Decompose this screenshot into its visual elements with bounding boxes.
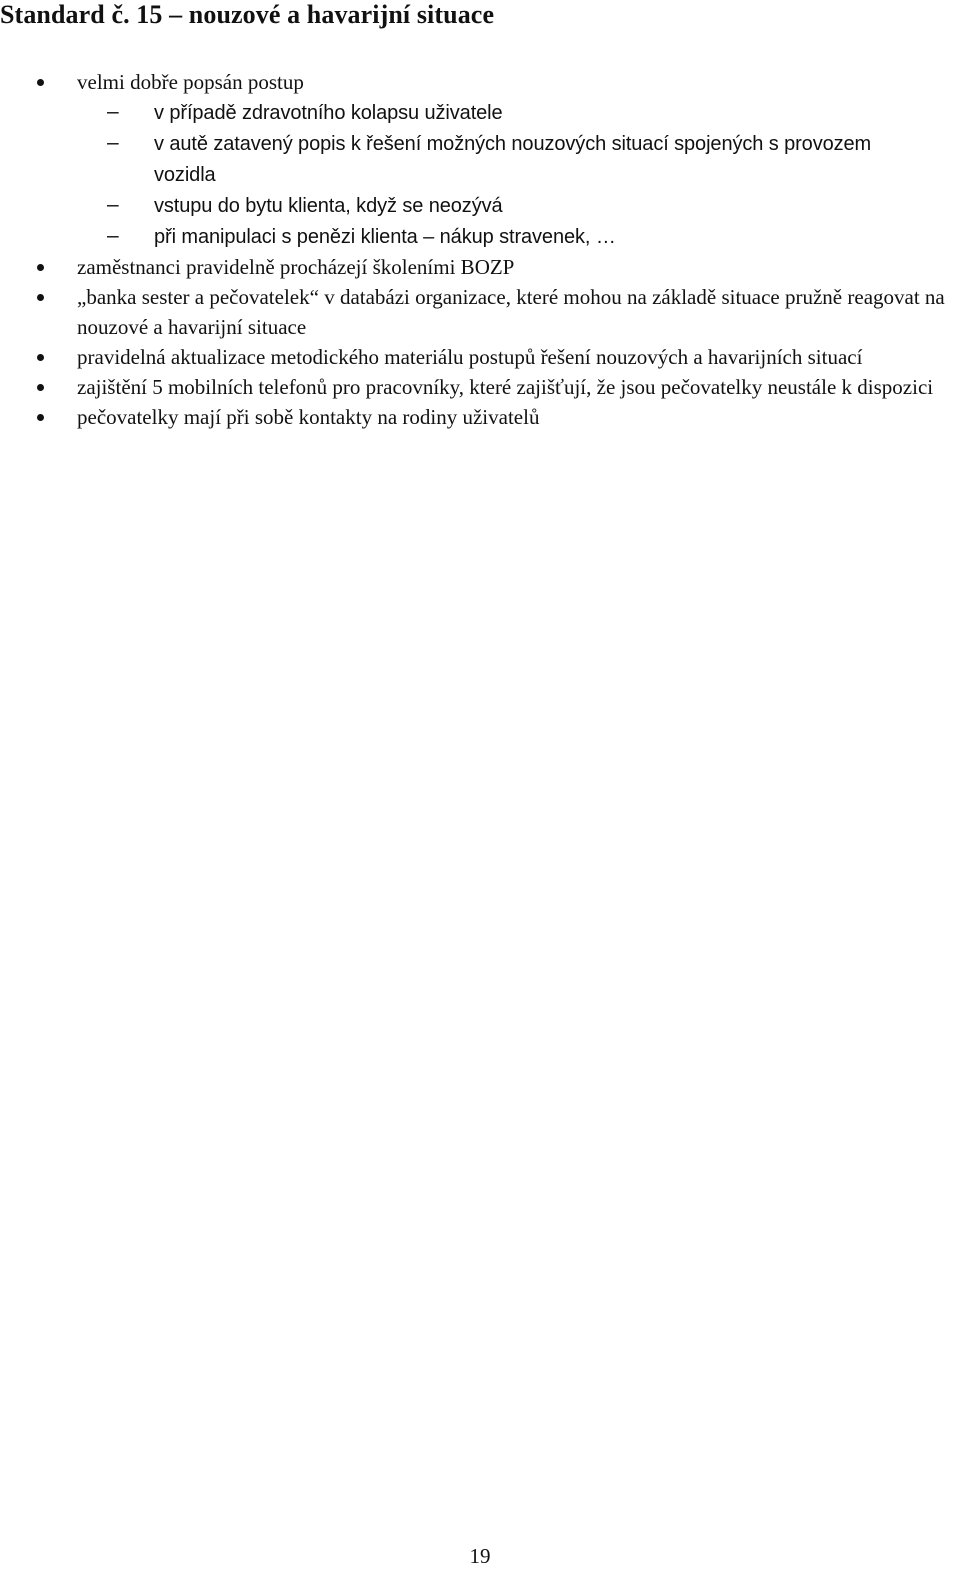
page-number: 19: [469, 1544, 491, 1568]
bullet-icon: [37, 354, 44, 361]
sub-list-item-text: vstupu do bytu klienta, když se neozývá: [154, 195, 503, 217]
list-item-text: velmi dobře popsán postup: [77, 70, 304, 94]
sub-list-item: [77, 128, 874, 190]
sub-list-item: [77, 221, 874, 252]
sub-list-item: [77, 97, 874, 128]
list-item: [0, 67, 960, 252]
dash-icon: –: [107, 131, 119, 154]
bullet-icon: [37, 384, 44, 391]
bullet-list: [0, 67, 960, 432]
list-item-text: zaměstnanci pravidelně procházejí školeními BOZP: [77, 255, 515, 279]
dash-icon: –: [107, 100, 119, 123]
bullet-icon: [37, 79, 44, 86]
sub-list-item-text: při manipulaci s penězi klienta – nákup stravenek, …: [154, 226, 616, 248]
page-title: Standard č. 15 – nouzové a havarijní situace: [0, 0, 495, 29]
bullet-icon: [37, 414, 44, 421]
sub-list-item-text: v autě zatavený popis k řešení možných nouzových situací spojených s provozem vozidla: [154, 133, 872, 186]
dash-icon: –: [107, 193, 119, 216]
list-item: [0, 402, 960, 432]
list-item-text: pečovatelky mají při sobě kontakty na rodiny uživatelů: [77, 405, 540, 429]
list-item: [0, 282, 960, 342]
sub-list-item: [77, 190, 874, 221]
bullet-icon: [37, 264, 44, 271]
bullet-icon: [37, 294, 44, 301]
sub-list-item-text: v případě zdravotního kolapsu uživatele: [154, 102, 503, 124]
list-item: [0, 252, 960, 282]
list-item-text: zajištění 5 mobilních telefonů pro pracovníky, které zajišťují, že jsou pečovatelky neustále k dispozici: [77, 375, 934, 399]
sub-list: [77, 97, 960, 252]
list-item: [0, 372, 960, 402]
list-item: [0, 342, 960, 372]
dash-icon: –: [107, 224, 119, 247]
list-item-text: „banka sester a pečovatelek“ v databázi organizace, které mohou na základě situace pružně reagovat na nouzové a havarijní situace: [77, 285, 945, 339]
list-item-text: pravidelná aktualizace metodického materiálu postupů řešení nouzových a havarijních situací: [77, 345, 863, 369]
